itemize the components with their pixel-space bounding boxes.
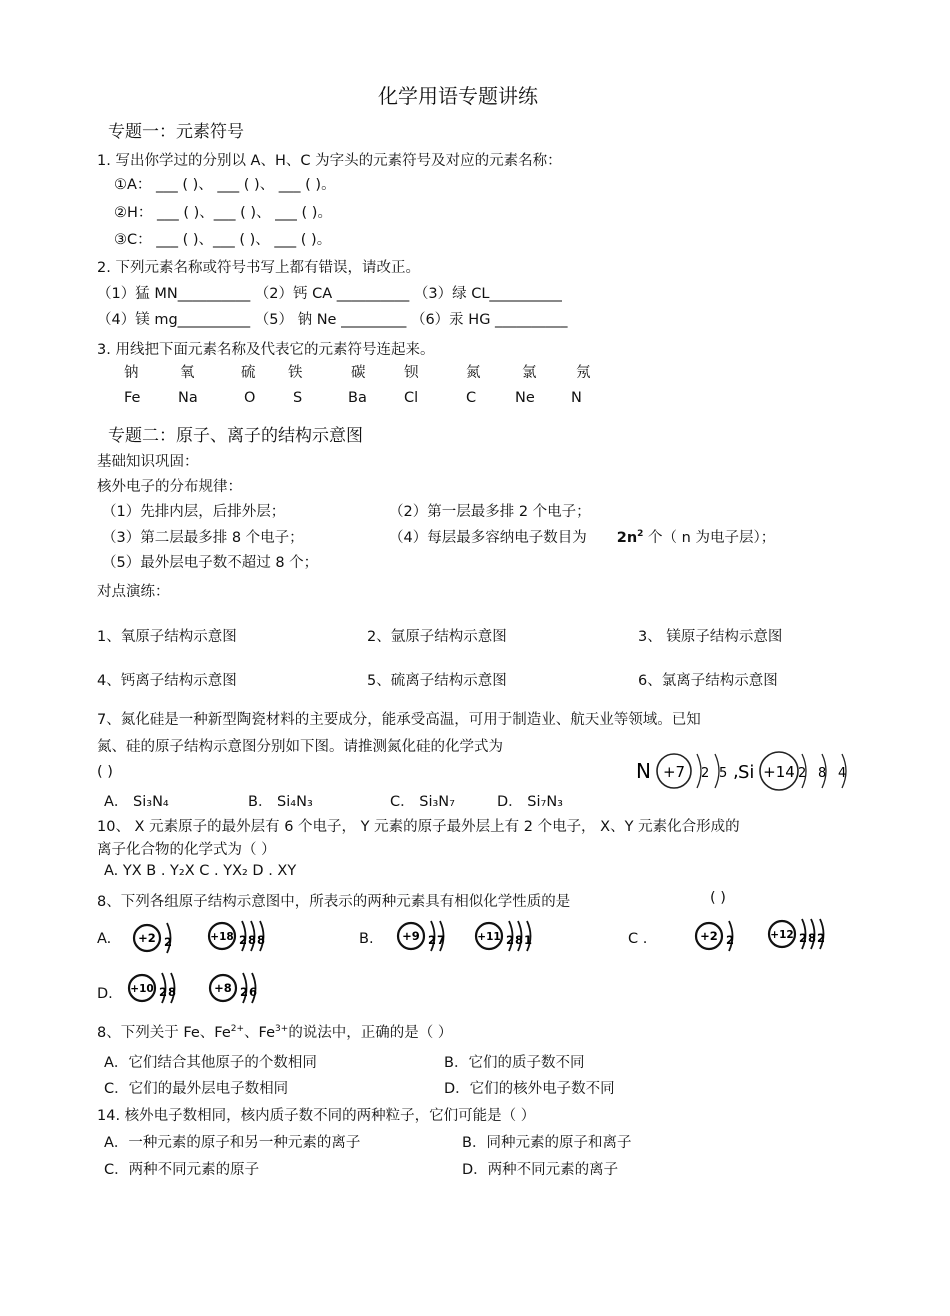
q8b-option-b: B．它们的质子数不同 [444,1055,585,1071]
shell-electron-count: 2 [817,931,826,945]
n-shell-count: 2 [701,766,710,781]
n-nucleus-text: +7 [662,763,686,781]
q10-options: A. YX B . Y₂X C . YX₂ D . XY [104,863,297,879]
q7-option-c: C． Si₃N₇ [390,794,455,810]
si-symbol: Si [738,762,755,783]
q2-row2: （4）镁 mg__________ （5） 钠 Ne _________ （6）汞 HG __________ [97,312,568,328]
q2-row1: （1）猛 MN__________ （2）钙 CA __________ （3）绿 CL__________ [97,286,562,302]
q1-stem: 1. 写出你学过的分别以 A、H、C 为字头的元素符号及对应的元素名称： [97,153,562,169]
q14-option-b: B．同种元素的原子和离子 [462,1135,632,1151]
page-title: 化学用语专题讲练 [378,84,538,108]
q3-stem: 3. 用线把下面元素名称及代表它的元素符号连起来。 [97,342,435,358]
q3-symbol: N [571,390,582,406]
q3-name: 硫 [241,365,256,381]
atom-diagram [126,966,196,1010]
nucleus-charge: +2 [700,929,718,943]
q14-option-a: A．一种元素的原子和另一种元素的离子 [104,1135,361,1151]
basics-label: 基础知识巩固： [97,454,199,470]
q8b-stem: 8、下列关于 Fe、$Fe^{2+}$、$Fe^{3+}$的说法中，正确的是（ ） [97,1024,453,1041]
shell-electron-count: 7 [437,933,446,947]
n-si-structure-diagram [630,744,855,796]
shell-electron-count: 2 [799,931,808,945]
shell-electron-count: 8 [248,933,257,947]
q8a-paren: ( ) [710,890,726,906]
rules-title: 核外电子的分布规律： [97,479,242,495]
atom-diagram [473,914,553,958]
rule-3: （3）第二层最多排 8 个电子； [102,530,304,546]
nucleus-charge: +11 [477,931,501,943]
atom-diagram [766,910,851,958]
rule-2: （2）第一层最多排 2 个电子； [389,504,591,520]
q7-paren: ( ) [97,764,113,780]
q1-row-h: ②H： ___ ( )、___ ( )、 ___ ( )。 [114,205,332,221]
q3-symbol: O [244,390,256,406]
shell-electron-count: 8 [515,933,524,947]
shell-electron-count: 2 [726,933,735,947]
q8b-option-d: D．它们的核外电子数不同 [444,1081,615,1097]
rule-1: （1）先排内层，后排外层； [102,504,286,520]
topic2-heading: 专题二：原子、离子的结构示意图 [108,426,363,446]
shell-electron-count: 2 [506,933,515,947]
atom-diagram [131,918,191,958]
q3-name: 氯 [522,365,537,381]
nucleus-charge: +10 [130,983,154,995]
shell-electron-count: 8 [808,931,817,945]
q3-symbol: S [293,390,303,406]
option-label-c: C . [628,931,648,947]
shell-electron-count: 1 [524,933,533,947]
q7-option-a: A． Si₃N₄ [104,794,169,810]
q3-symbol: Fe [124,390,141,406]
q14-option-d: D．两种不同元素的离子 [462,1162,619,1178]
si-shell-count: 2 [798,766,807,781]
nucleus-charge: +2 [138,931,156,945]
option-label-a: A. [97,931,112,947]
q7-option-b: B． Si₄N₃ [248,794,313,810]
q8a-stem: 8、下列各组原子结构示意图中，所表示的两种元素具有相似化学性质的是 [97,894,571,910]
q7-option-d: D． Si₇N₃ [497,794,563,810]
shell-electron-count: 2 [159,985,168,999]
rule-4: （4）每层最多容纳电子数目为 $2n^2$ 个（ n 为电子层）； [389,529,776,546]
n-symbol: N [636,759,651,783]
q3-name: 钠 [124,365,139,381]
shell-electron-count: 2 [428,933,437,947]
q3-name: 铁 [288,365,303,381]
practice-label: 对点演练： [97,584,170,600]
q3-name: 氮 [466,365,481,381]
nucleus-charge: +12 [770,929,794,941]
q1-row-c: ③C： ___ ( )、___ ( )、 ___ ( )。 [114,232,332,248]
exercise-item: 5、硫离子结构示意图 [367,673,507,689]
shell-electron-count: 2 [239,933,248,947]
q3-symbol: Ne [515,390,535,406]
q3-symbol: Ba [348,390,367,406]
separator-comma: , [733,761,739,782]
q10-line1: 10、 X 元素原子的最外层有 6 个电子， Y 元素的原子最外层上有 2 个电子， X、Y 元素化合形成的 [97,819,740,835]
si-shell-count: 4 [838,766,847,781]
n-shell-count: 5 [719,766,728,781]
shell-electron-count: 8 [257,933,266,947]
q3-symbol: Na [178,390,198,406]
nucleus-charge: +18 [210,931,234,943]
shell-electron-count: 2 [164,935,173,949]
rule-5: （5）最外层电子数不超过 8 个； [102,555,319,571]
exercise-item: 4、钙离子结构示意图 [97,673,237,689]
q14-option-c: C．两种不同元素的原子 [104,1162,260,1178]
exercise-item: 6、氯离子结构示意图 [638,673,778,689]
q3-name: 钡 [404,365,419,381]
shell-electron-count: 2 [240,985,249,999]
q3-name: 氖 [576,365,591,381]
atom-diagram [206,914,286,958]
si-shell-count: 8 [818,766,827,781]
q8b-option-a: A．它们结合其他原子的个数相同 [104,1055,317,1071]
atom-diagram [395,914,465,958]
atom-diagram [207,966,277,1010]
option-label-d: D. [97,986,113,1002]
exercise-item: 1、氧原子结构示意图 [97,629,237,645]
q14-stem: 14. 核外电子数相同，核内质子数不同的两种粒子，它们可能是（ ） [97,1108,536,1124]
q8b-option-c: C．它们的最外层电子数相同 [104,1081,289,1097]
topic1-heading: 专题一：元素符号 [108,122,244,142]
q2-stem: 2. 下列元素名称或符号书写上都有错误，请改正。 [97,260,420,276]
si-nucleus-text: +14 [763,763,795,781]
atom-diagram [693,914,753,958]
option-label-b: B. [359,931,374,947]
q10-line2: 离子化合物的化学式为（ ） [97,842,276,858]
q7-line1: 7、氮化硅是一种新型陶瓷材料的主要成分，能承受高温，可用于制造业、航天业等领域。已知 [97,712,701,728]
q7-line2: 氮、硅的原子结构示意图分别如下图。请推测氮化硅的化学式为 [97,739,503,755]
exercise-item: 3、 镁原子结构示意图 [638,629,783,645]
q1-row-a: ①A： ___ ( )、 ___ ( )、 ___ ( )。 [114,177,336,193]
exercise-item: 2、氩原子结构示意图 [367,629,507,645]
shell-electron-count: 8 [168,985,177,999]
q3-name: 碳 [351,365,366,381]
nucleus-charge: +9 [402,929,420,943]
q3-symbol: Cl [404,390,419,406]
q3-symbol: C [466,390,477,406]
shell-electron-count: 6 [249,985,258,999]
nucleus-charge: +8 [214,981,232,995]
q3-name: 氧 [180,365,195,381]
